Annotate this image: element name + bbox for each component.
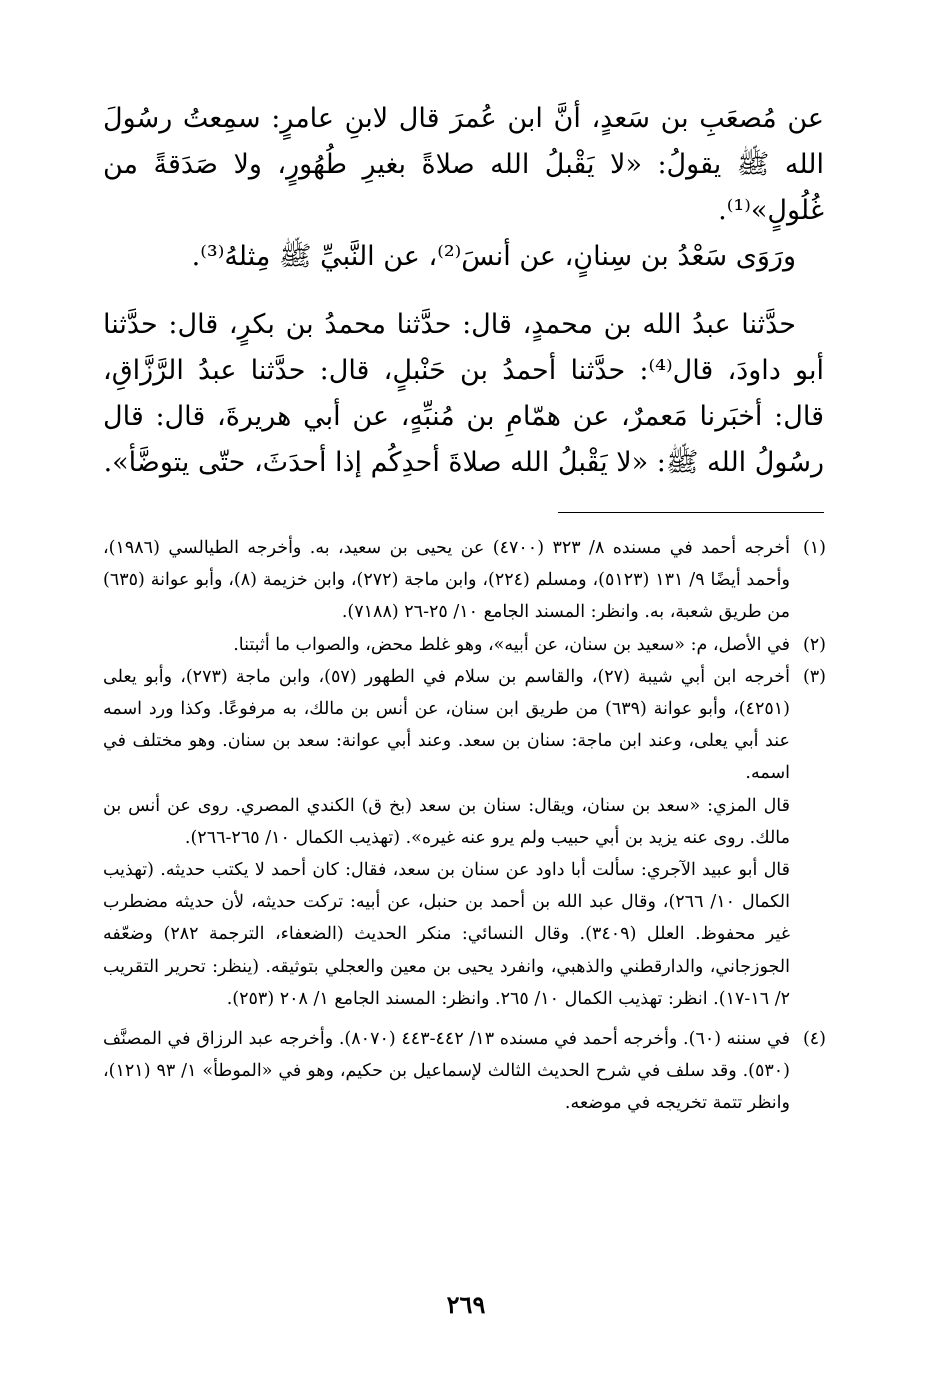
hadith-1-line-1: عن مُصعَبِ بن سَعدٍ، أنَّ ابن عُمرَ قال لابنِ عامرٍ: سمِعتُ رسُولَ الله ﷺ يقولُ: — [103, 103, 824, 180]
footnote-text: في سننه (٦٠). وأخرجه أحمد في مسنده ١٣/ ٤٤٢-٤٤٣ (٨٠٧٠). وأخرجه عبد الرزاق في المصنَّف (٥٣٠). وقد سلف في شرح الحديث الثالث لإسماعيل بن حكيم، وهو في «الموطأ» ١/ ٩٣ (١٢١)، وانظر تتمة تخريجه في موضعه. — [103, 1029, 790, 1114]
hadith-paragraph-1 — [103, 96, 824, 234]
hadith-paragraph-3: حدَّثنا عبدُ الله بن محمدٍ، قال: حدَّثنا محمدُ بن بكرٍ، قال: حدَّثنا أبو داودَ، قال⁽⁴⁾: حدَّثنا أحمدُ بن حَنْبلٍ، قال: حدَّثنا عبدُ الرَّزَّاقِ، قال: أخبَرنا مَعمرٌ، عن همّامِ بن مُنبِّهٍ، عن أبي هريرةَ، قال: قال رسُولُ الله ﷺ: «لا يَقْبلُ الله صلاةَ أحدِكُم إذا أحدَثَ، حتّى يتوضَّأ». — [103, 309, 824, 478]
footnote-number: (٤) — [802, 1029, 826, 1050]
footnote-number: (١) — [802, 538, 826, 558]
footnote-1 — [103, 532, 826, 629]
hadith-1-line-2: «لا يَقْبلُ الله صلاةً بغيرِ طُهُورٍ، ولا صَدَقةً من غُلُولٍ»⁽¹⁾. — [103, 149, 824, 226]
footnote-number: (٣) — [802, 666, 826, 687]
footnote-separator — [558, 512, 824, 513]
hadith-paragraph-2: ورَوَى سَعْدُ بن سِنانٍ، عن أنسَ⁽²⁾، عن النَّبيِّ ﷺ مِثلهُ⁽³⁾. — [191, 241, 796, 272]
footnote-text: في الأصل، م: «سعيد بن سنان، عن أبيه»، وهو غلط محض، والصواب ما أثبتنا. — [233, 634, 790, 655]
footnote-text: قال المزي: «سعد بن سنان، ويقال: سنان بن سعد (بخ ق) الكندي المصري. روى عن أنس بن مالك. روى عنه يزيد بن أبي حبيب ولم يرو عنه غيره». (تهذيب الكمال ١٠/ ٢٦٥-٢٦٦). — [103, 795, 790, 848]
main-text — [103, 96, 824, 486]
footnote-number: (٢) — [802, 634, 826, 655]
footnote-4 — [103, 1023, 826, 1120]
footnote-text: أخرجه ابن أبي شيبة (٢٧)، والقاسم بن سلام في الطهور (٥٧)، وابن ماجة (٢٧٣)، وأبو يعلى (٤٢٥١)، وأبو عوانة (٦٣٩) من طريق ابن سنان، عن أنس بن مالك، به مرفوعًا. وكذا ورد اسمه عند أبي يعلى، وعند ابن ماجة: سنان بن سعد. وعند أبي عوانة: سعد بن سنان. وهو مختلف في اسمه. — [103, 666, 790, 784]
footnote-text: قال أبو عبيد الآجري: سألت أبا داود عن سنان بن سعد، فقال: كان أحمد لا يكتب حديثه. (تهذيب الكمال ١٠/ ٢٦٦)، وقال عبد الله بن أحمد بن حنبل، عن أبيه: تركت حديثه، لأن حديثه مضطرب غير محفوظ. العلل (٣٤٠٩). وقال النسائي: منكر الحديث (الضعفاء، الترجمة ٢٨٢) وضعّفه الجوزجاني، والدارقطني والذهبي، وانفرد يحيى بن معين والعجلي بتوثيقه. (ينظر: تحرير التقريب ٢/ ١٦-١٧). انظر: تهذيب الكمال ١٠/ ٢٦٥. وانظر: المسند الجامع ١/ ٢٠٨ (٢٥٣). — [103, 860, 790, 1009]
footnote-2 — [103, 629, 826, 661]
footnote-text: أخرجه أحمد في مسنده ٨/ ٣٢٣ (٤٧٠٠) عن يحيى بن سعيد، به. وأخرجه الطيالسي (١٩٨٦)، وأحمد أيضًا ٩/ ١٣١ (٥١٢٣)، ومسلم (٢٢٤)، وابن ماجة (٢٧٢)، وابن خزيمة (٨)، وأبو عوانة (٦٣٥) من طريق شعبة، به. وانظر: المسند الجامع ١٠/ ٢٥-٢٦ (٧١٨٨). — [103, 538, 791, 623]
footnotes — [103, 532, 826, 1120]
footnote-3 — [103, 661, 826, 1015]
page-number: ٢٦٩ — [446, 1290, 486, 1319]
